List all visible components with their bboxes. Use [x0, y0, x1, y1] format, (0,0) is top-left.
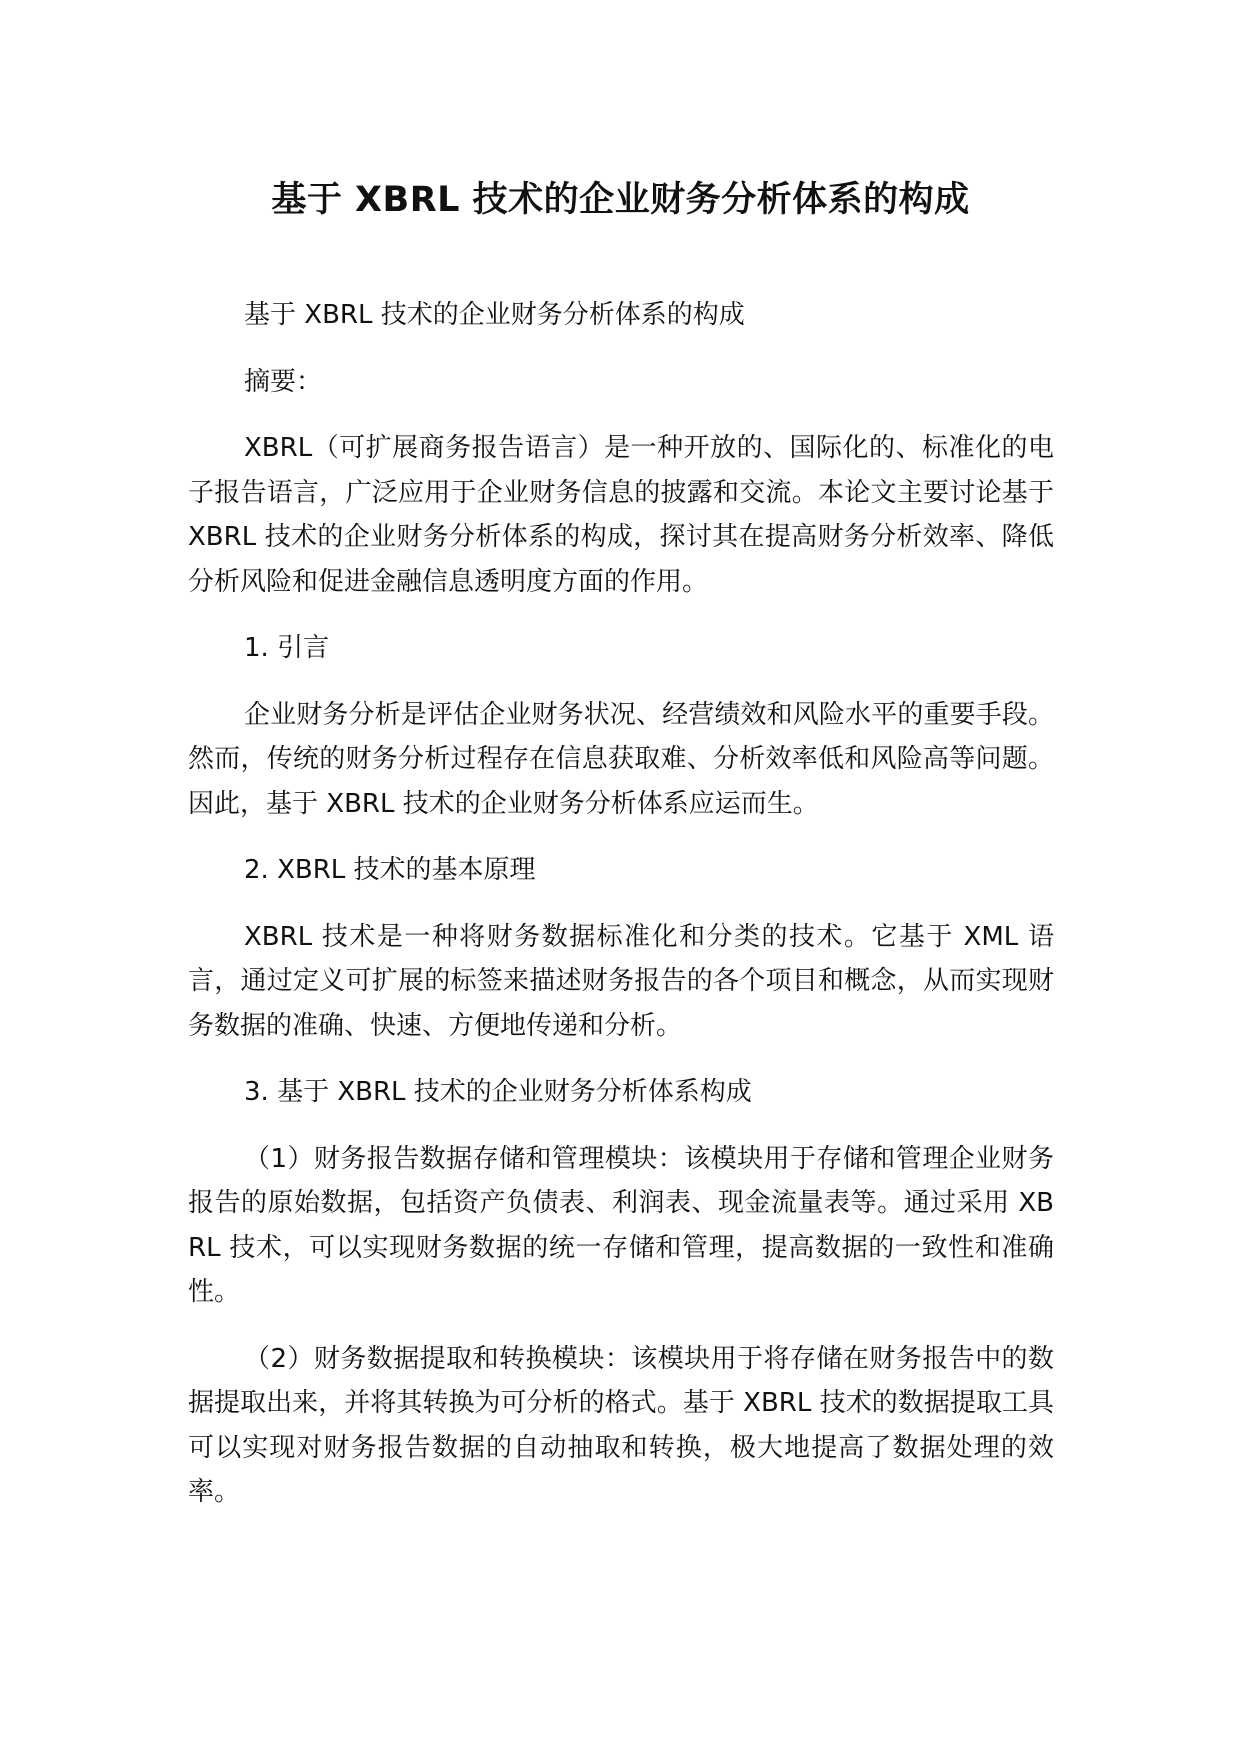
paragraph-module-extraction: （2）财务数据提取和转换模块：该模块用于将存储在财务报告中的数据提取出来，并将其转换为可分析的格式。基于 XBRL 技术的数据提取工具可以实现对财务报告数据的自动抽取和转换，极大地提高了数据处理的效率。	[188, 1343, 1054, 1507]
paragraph-abstract: XBRL（可扩展商务报告语言）是一种开放的、国际化的、标准化的电子报告语言，广泛应用于企业财务信息的披露和交流。本论文主要讨论基于 XBRL 技术的企业财务分析体系的构成，探讨其在提高财务分析效率、降低分析风险和促进金融信息透明度方面的作用。	[188, 433, 1054, 597]
paragraph-subtitle: 基于 XBRL 技术的企业财务分析体系的构成	[244, 300, 745, 330]
document-body	[188, 293, 1054, 1537]
paragraph-module-storage: （1）财务报告数据存储和管理模块：该模块用于存储和管理企业财务报告的原始数据，包括资产负债表、利润表、现金流量表等。通过采用 XBRL 技术，可以实现财务数据的统一存储和管理，提高数据的一致性和准确性。	[188, 1143, 1054, 1307]
section-heading-composition: 3. 基于 XBRL 技术的企业财务分析体系构成	[244, 1077, 752, 1107]
section-heading-principles: 2. XBRL 技术的基本原理	[244, 855, 536, 885]
document-title: 基于 XBRL 技术的企业财务分析体系的构成	[271, 180, 970, 220]
paragraph-introduction: 企业财务分析是评估企业财务状况、经营绩效和风险水平的重要手段。然而，传统的财务分析过程存在信息获取难、分析效率低和风险高等问题。因此，基于 XBRL 技术的企业财务分析体系应运而生。	[188, 699, 1054, 819]
paragraph-abstract-heading: 摘要：	[244, 366, 323, 397]
paragraph-principles: XBRL 技术是一种将财务数据标准化和分类的技术。它基于 XML 语言，通过定义可扩展的标签来描述财务报告的各个项目和概念，从而实现财务数据的准确、快速、方便地传递和分析。	[188, 921, 1054, 1041]
section-heading-introduction: 1. 引言	[244, 633, 330, 663]
